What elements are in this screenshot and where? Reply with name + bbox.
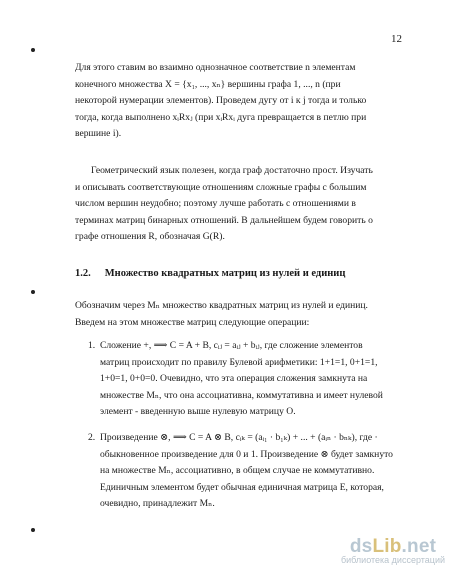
- margin-bullet-bottom: [31, 528, 35, 532]
- text-line: вершине i).: [75, 128, 122, 140]
- paragraph-geometric-language: [75, 163, 403, 246]
- list-item-product: [88, 430, 418, 513]
- text-line: очевидно, принадлежит Mₙ.: [100, 498, 215, 510]
- text-line: и описывать соответствующие отношениям сложные графы с большим: [75, 181, 367, 193]
- watermark-subtitle: библиотека диссертаций: [340, 555, 445, 565]
- paragraph-notation: [75, 298, 403, 331]
- margin-bullet-middle: [31, 290, 35, 294]
- text-line: Сложение +, ⟹ C = A + B, cᵢⱼ = aᵢⱼ + bᵢⱼ, где сложение элементов: [100, 340, 363, 351]
- text-line: терминах матриц бинарных отношений. В дальнейшем будем говорить о: [75, 214, 373, 226]
- text-line: графе отношения R, обозначая G(R).: [75, 231, 225, 243]
- text-line: на множестве Mₙ, ассоциативно, в общем случае не коммутативно.: [100, 465, 375, 477]
- section-heading: [75, 268, 345, 279]
- margin-bullet-top: [31, 48, 35, 52]
- text-line: множестве Mₙ, что она ассоциативна, коммутативна и имеет нулевой: [100, 389, 383, 401]
- section-title: Множество квадратных матриц из нулей и единиц: [104, 268, 346, 279]
- text-line: Введем на этом множестве матриц следующие операции:: [75, 316, 310, 328]
- list-item-addition: [88, 338, 418, 421]
- text-line: Обозначим через Mₙ множество квадратных матриц из нулей и единиц.: [75, 300, 368, 311]
- text-line: 1+0=1, 0+0=0. Очевидно, что эта операция сложения замкнута на: [100, 373, 368, 385]
- text-line: тогда, когда выполнено xᵢRxⱼ (при xᵢRxᵢ дуга превращается в петлю при: [75, 111, 367, 123]
- section-number: 1.2.: [75, 268, 91, 279]
- text-line: элемент - введенную выше нулевую матрицу O.: [100, 406, 296, 418]
- text-line: Для этого ставим во взаимно однозначное соответствие n элементам: [75, 62, 356, 73]
- list-number: 1.: [88, 340, 96, 351]
- paragraph-graph-intro: [75, 60, 403, 143]
- watermark: [338, 536, 448, 565]
- page-number: 12: [391, 33, 402, 45]
- text-line: числом вершин неудобно; поэтому лучше работать с отношениями в: [75, 198, 356, 210]
- text-line: Единичным элементом будет обычная единичная матрица E, которая,: [100, 481, 384, 493]
- text-line: некоторой нумерации элементов). Проведем дугу от i к j тогда и только: [75, 95, 367, 107]
- list-number: 2.: [88, 432, 96, 443]
- text-line: Геометрический язык полезен, когда граф достаточно прост. Изучать: [91, 165, 373, 176]
- text-line: Произведение ⊗, ⟹ C = A ⊗ B, cᵢₖ = (aᵢ₁ · b₁ₖ) + ... + (aᵢₙ · bₙₖ), где ·: [100, 432, 378, 443]
- text-line: обыкновенное произведение для 0 и 1. Произведение ⊗ будет замкнуто: [100, 448, 393, 460]
- text-line: матриц происходит по правилу Булевой арифметики: 1+1=1, 0+1=1,: [100, 356, 378, 368]
- watermark-logo: dsLib.net: [349, 536, 437, 557]
- text-line: конечного множества X = {x₁, ..., xₙ} вершины графа 1, ..., n (при: [75, 78, 341, 90]
